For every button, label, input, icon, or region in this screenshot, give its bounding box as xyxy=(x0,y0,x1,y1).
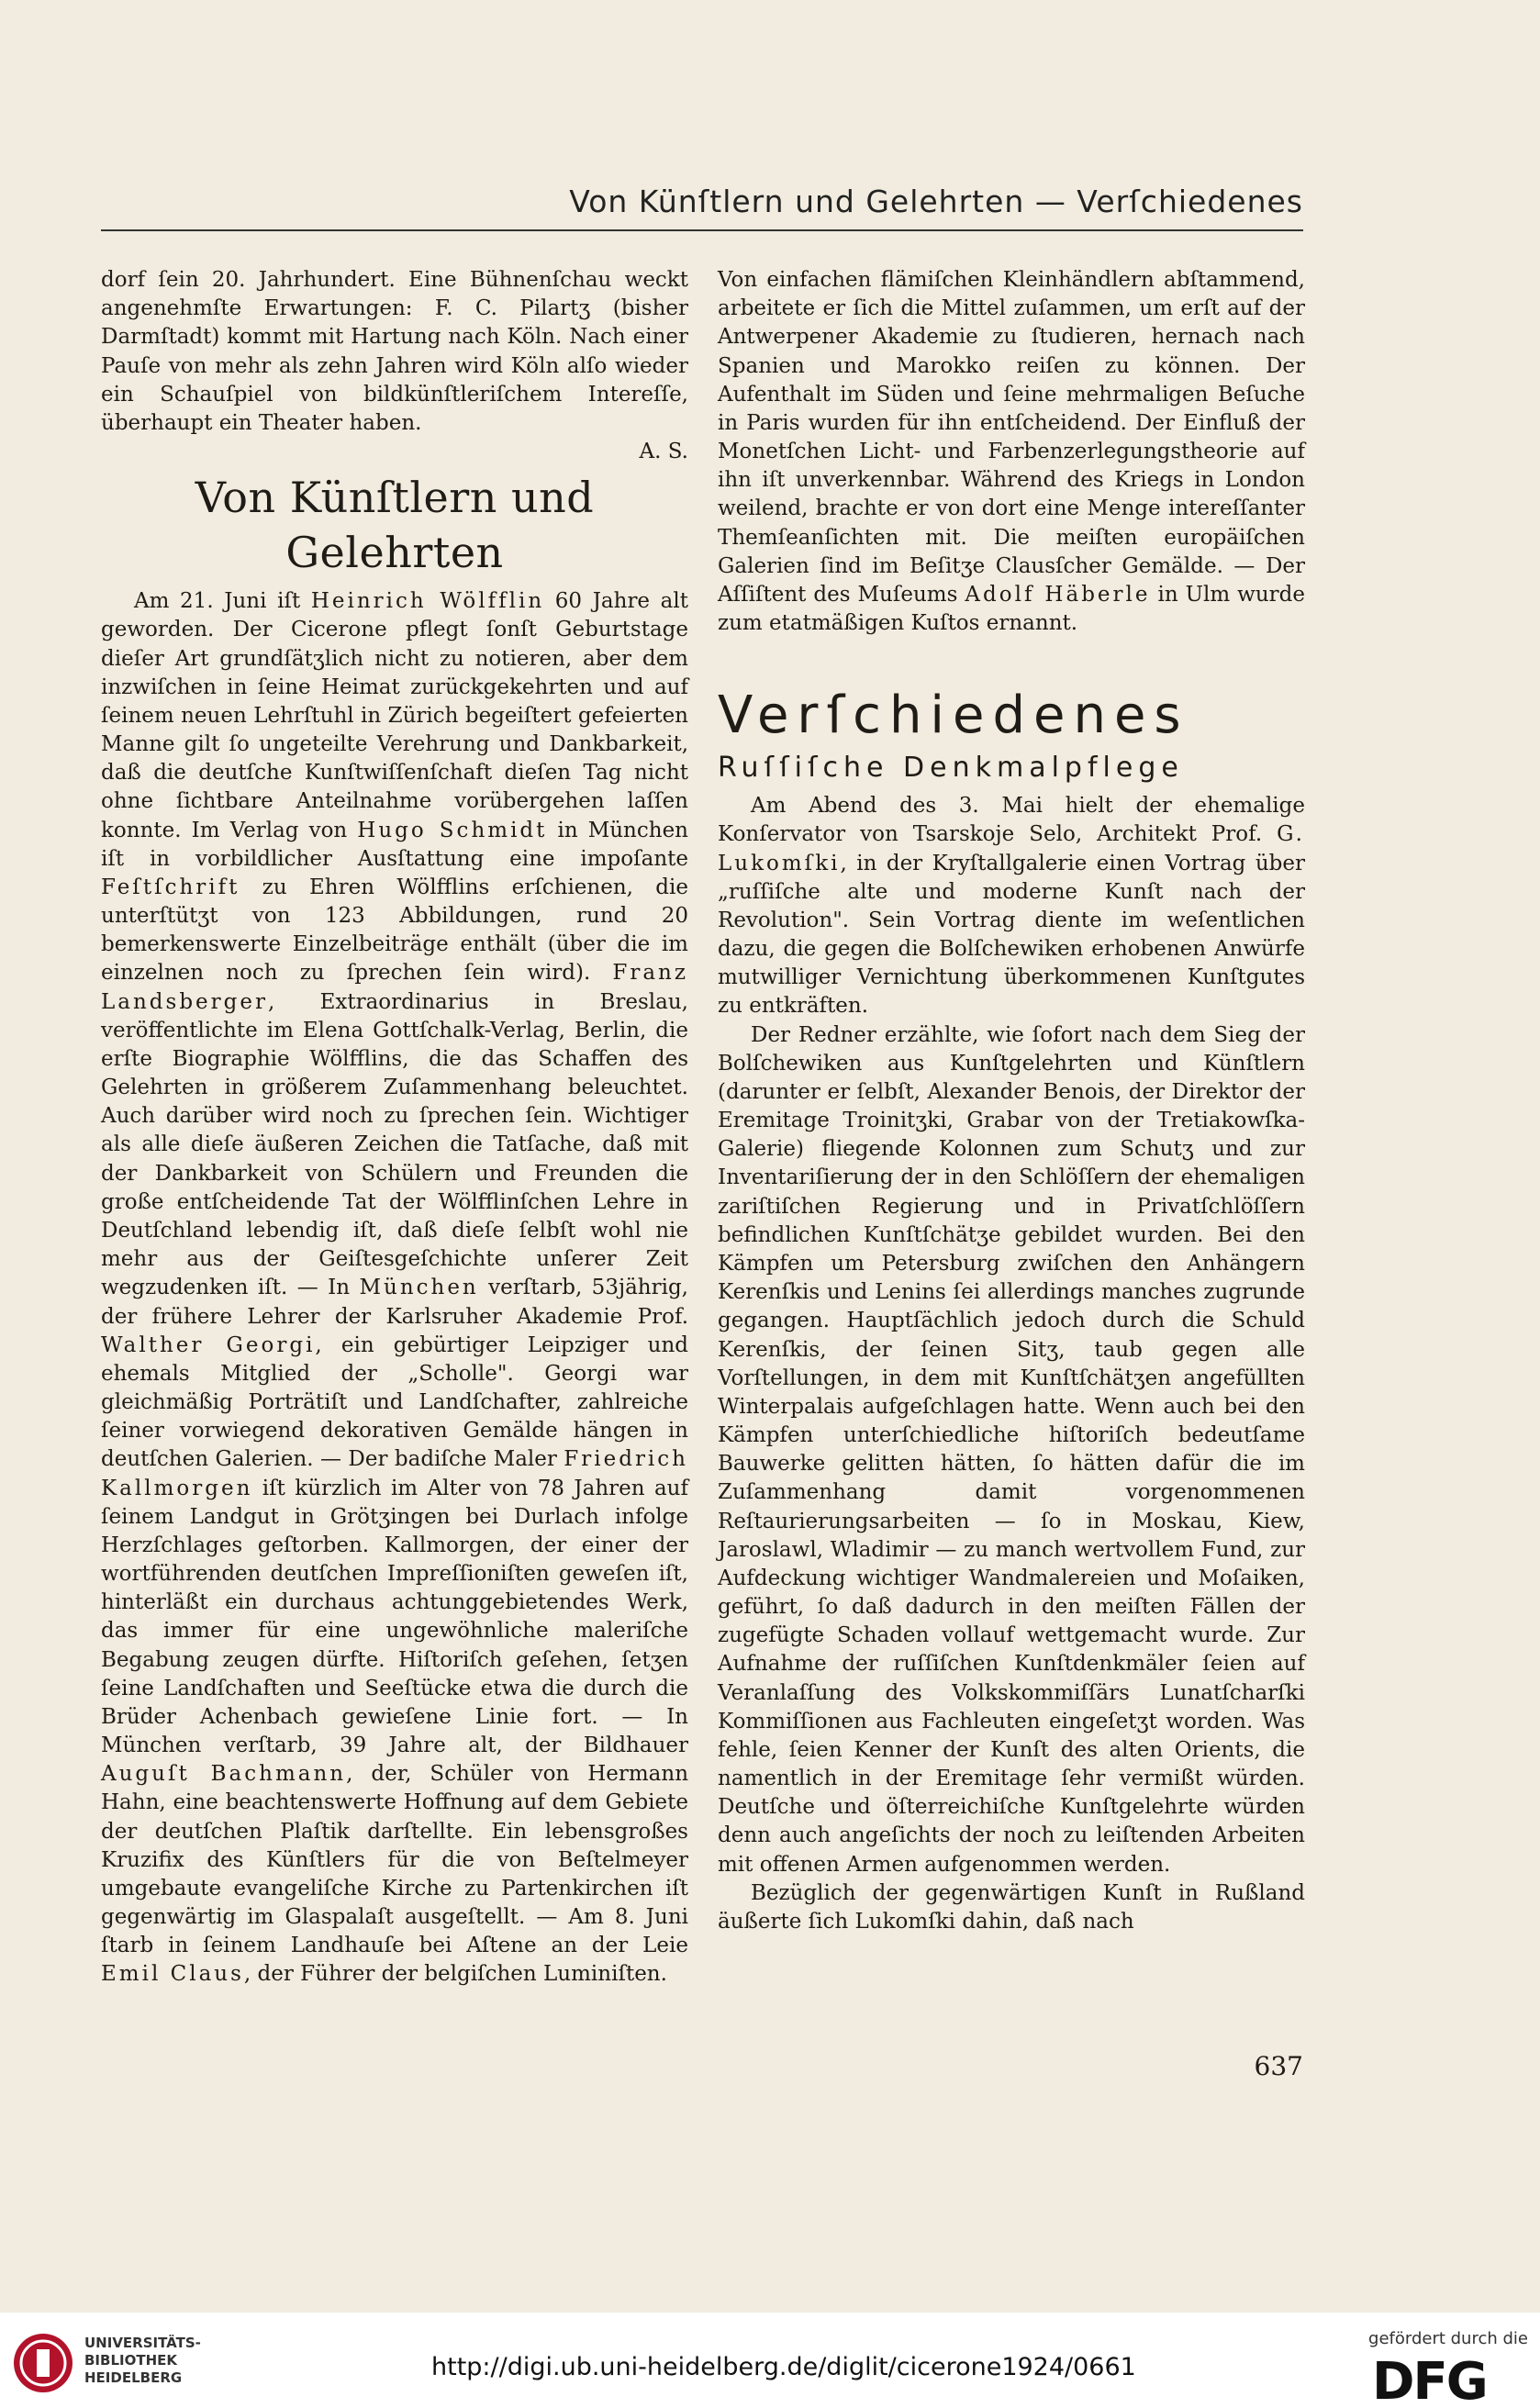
person-name: Franz Landsberger xyxy=(101,961,688,1014)
paragraph: Bezüglich der gegenwärtigen Kunſt in Rußland äußerte ſich Lukomſki dahin, daß nach xyxy=(718,1880,1305,1934)
person-name: Adolf Häberle xyxy=(965,582,1151,607)
footer-bar xyxy=(0,2313,1540,2408)
paragraph: dorf ſein 20. Jahrhundert. Eine Bühnenſchau weckt angenehmſte Erwartungen: F. C. Pilartʒ (bisher Darmſtadt) kommt mit Hartung nach Köln. Nach einer Pauſe von mehr als zehn Jahren wird Köln alſo wieder ein Schauſpiel von bildkünſtleriſchem Intereſſe, überhaupt ein Theater haben. xyxy=(101,268,688,435)
place-name: München xyxy=(359,1276,479,1300)
emphasis-term: Feſtſchrift xyxy=(101,875,240,899)
publisher-name: Hugo Schmidt xyxy=(357,818,548,842)
section-title-verschiedenes: Verſchiedenes xyxy=(718,686,1189,746)
paragraph: Von einfachen flämiſchen Kleinhändlern abſtammend, arbeitete er ſich die Mittel zuſammen, um erſt auf der Antwerpener Akademie zu ſtudieren, hernach nach Spanien und Marokko reiſen zu können. Der Aufenthalt im Süden und ſeine mehrmaligen Beſuche in Paris wurden für ihn entſcheidend. Der Einfluß der Monetſchen Licht- und Farbenzerlegungstheorie auf ihn iſt unverkennbar. Während des Kriegs in London weilend, brachte er von dort eine Menge intereſſanter Themſeanſichten mit. Die meiſten europäiſchen Galerien ſind im Beſitʒe Clausſcher Gemälde. — Der Aſſiſtent des Muſeums Adolf Häberle in Ulm wurde zum etatmäßigen Kuſtos ernannt. xyxy=(718,268,1305,636)
person-name: G. Lukomſki xyxy=(718,822,1305,875)
person-name: Emil Claus xyxy=(101,1962,244,1987)
right-column xyxy=(718,266,1305,1936)
paragraph-woelfflin: Am 21. Juni iſt Heinrich Wölfflin 60 Jahre alt geworden. Der Cicerone pflegt ſonſt Geburtstage dieſer Art grundſätʒlich nicht zu notieren, aber dem inzwiſchen in ſeine Heimat zurückgekehrten und auf ſeinem neuen Lehrſtuhl in Zürich begeiſtert gefeierten Manne gilt ſo ungeteilte Verehrung und Dankbarkeit, daß die deutſche Kunſtwiſſenſchaft dieſen Tag nicht ohne ſichtbare Anteilnahme vorübergehen laſſen konnte. Im Verlag von Hugo Schmidt in München iſt in vorbildlicher Ausſtattung eine impoſante Feſtſchrift zu Ehren Wölfflins erſchienen, die unterſtütʒt von 123 Abbildungen, rund 20 bemerkenswerte Einzelbeiträge enthält (über die im einzelnen noch zu ſprechen ſein wird). Franz Landsberger, Extraordinarius in Breslau, veröffentlichte im Elena Gottſchalk-Verlag, Berlin, die erſte Biographie Wölfflins, die das Schaffen des Gelehrten in größerem Zuſammenhang beleuchtet. Auch darüber wird noch zu ſprechen ſein. Wichtiger als alle dieſe äußeren Zeichen die Tatſache, daß mit der Dankbarkeit von Schülern und Freunden die große entſcheidende Tat der Wölfflinſchen Lehre in Deutſchland lebendig iſt, daß dieſe ſelbſt wohl nie mehr aus der Geiſtesgeſchichte unſerer Zeit wegzudenken iſt. — In München verſtarb, 53jährig, der frühere Lehrer der Karlsruher Akademie Prof. Walther Georgi, ein gebürtiger Leipziger und ehemals Mitglied der „Scholle". Georgi war gleichmäßig Porträtiſt und Landſchafter, zahlreiche ſeiner vorwiegend dekorativen Gemälde hängen in deutſchen Galerien. — Der badiſche Maler Friedrich Kallmorgen iſt kürzlich im Alter von 78 Jahren auf ſeinem Landgut in Grötʒingen bei Durlach infolge Herzſchlages geſtorben. Kallmorgen, der einer der wortführenden deutſchen Impreſſioniſten geweſen iſt, hinterläßt ein durchaus achtunggebietendes Werk, das immer für eine ungewöhnliche maleriſche Begabung zeugen dürfte. Hiſtoriſch geſehen, ſetʒen ſeine Landſchaften und Seeſtücke etwa die durch die Brüder Achenbach gewieſene Linie fort. — In München verſtarb, 39 Jahre alt, der Bildhauer Auguſt Bachmann, der, Schüler von Hermann Hahn, eine beachtenswerte Hoffnung auf dem Gebiete der deutſchen Plaſtik darſtellte. Ein lebensgroßes Kruzifix des Künſtlers für die von Beſtelmeyer umgebaute evangeliſche Kirche zu Partenkirchen iſt gegenwärtig im Glaspalaſt ausgeſtellt. — Am 8. Juni ſtarb in ſeinem Landhauſe bei Aſtene an der Leie Emil Claus, der Führer der belgiſchen Luminiſten. xyxy=(101,589,689,1987)
person-name: Auguſt Bachmann xyxy=(101,1762,347,1787)
author-signature: A. S. xyxy=(639,440,688,464)
person-name: Heinrich Wölfflin xyxy=(310,589,545,614)
left-column xyxy=(101,266,688,1990)
funded-by-label: gefördert durch die xyxy=(1368,2329,1528,2348)
page-number: 637 xyxy=(1254,2051,1303,2081)
running-title: Von Künſtlern und Gelehrten — Verſchiedenes xyxy=(569,184,1303,219)
person-name: Friedrich Kallmorgen xyxy=(101,1447,688,1500)
section-title: Von Künſtlern und Gelehrten xyxy=(195,473,595,578)
permalink-url[interactable]: http://digi.ub.uni-heidelberg.de/diglit/cicerone1924/0661 xyxy=(431,2353,1136,2381)
svg-text:DFG: DFG xyxy=(1372,2353,1487,2402)
subsection-title: Ruſſiſche Denkmalpflege xyxy=(718,752,1184,785)
library-name: UNIVERSITÄTS- BIBLIOTHEK HEIDELBERG xyxy=(84,2335,201,2386)
dfg-logo-icon xyxy=(1372,2353,1533,2402)
person-name: Walther Georgi xyxy=(101,1332,316,1357)
university-seal-icon xyxy=(11,2331,75,2395)
header-rule xyxy=(101,229,1303,231)
paragraph: Am Abend des 3. Mai hielt der ehemalige Konſervator von Tsarskoje Selo, Architekt Prof. G. Lukomſki, in der Kryſtallgalerie einen Vortrag über „ruſſiſche alte und moderne Kunſt nach der Revolution". Sein Vortrag diente im weſentlichen dazu, die gegen die Bolſchewiken erhobenen Anwürfe mutwilliger Vernichtung überkommenen Kunſtgutes zu entkräften. xyxy=(718,794,1305,1019)
paragraph: Der Redner erzählte, wie ſofort nach dem Sieg der Bolſchewiken aus Kunſtgelehrten und Künſtlern (darunter er ſelbſt, Alexander Benois, der Direktor der Eremitage Troinitʒki, Grabar von der Tretiakowſka-Galerie) fliegende Kolonnen zum Schutʒ und zur Inventariſierung der in den Schlöſſern der ehemaligen zariſtiſchen Regierung und in Privatſchlöſſern befindlichen Kunſtſchätʒe gebildet wurden. Bei den Kämpfen um Petersburg zwiſchen den Anhängern Kerenſkis und Lenins ſei allerdings manches zugrunde gegangen. Hauptſächlich jedoch durch die Schuld Kerenſkis, der ſeinen Sitʒ, taub gegen alle Vorſtellungen, in dem mit Kunſtſchätʒen angefüllten Winterpalais aufgeſchlagen hatte. Wenn auch bei den Kämpfen unterſchiedliche hiſtoriſch bedeutſame Bauwerke gelitten hätten, ſo hätten dafür die im Zuſammenhang damit vorgenommenen Reſtaurierungsarbeiten — ſo in Moskau, Kiew, Jaroslawl, Wladimir — zu manch wertvollem Fund, zur Aufdeckung wichtiger Wandmalereien und Moſaiken, geführt, ſo daß dadurch in den meiſten Fällen der zugefügte Schaden vollauf wettgemacht wurde. Zur Aufnahme der ruſſiſchen Kunſtdenkmäler ſeien auf Veranlaſſung des Volkskommiſſärs Lunatſcharſki Kommiſſionen aus Fachleuten eingeſetʒt worden. Was fehle, ſeien Kenner der Kunſt des alten Orients, die namentlich in der Eremitage ſehr vermißt würden. Deutſche und öſterreichiſche Kunſtgelehrte würden denn auch angeſichts der noch zu leiſtenden Arbeiten mit offenen Armen aufgenommen werden. xyxy=(718,1022,1305,1877)
